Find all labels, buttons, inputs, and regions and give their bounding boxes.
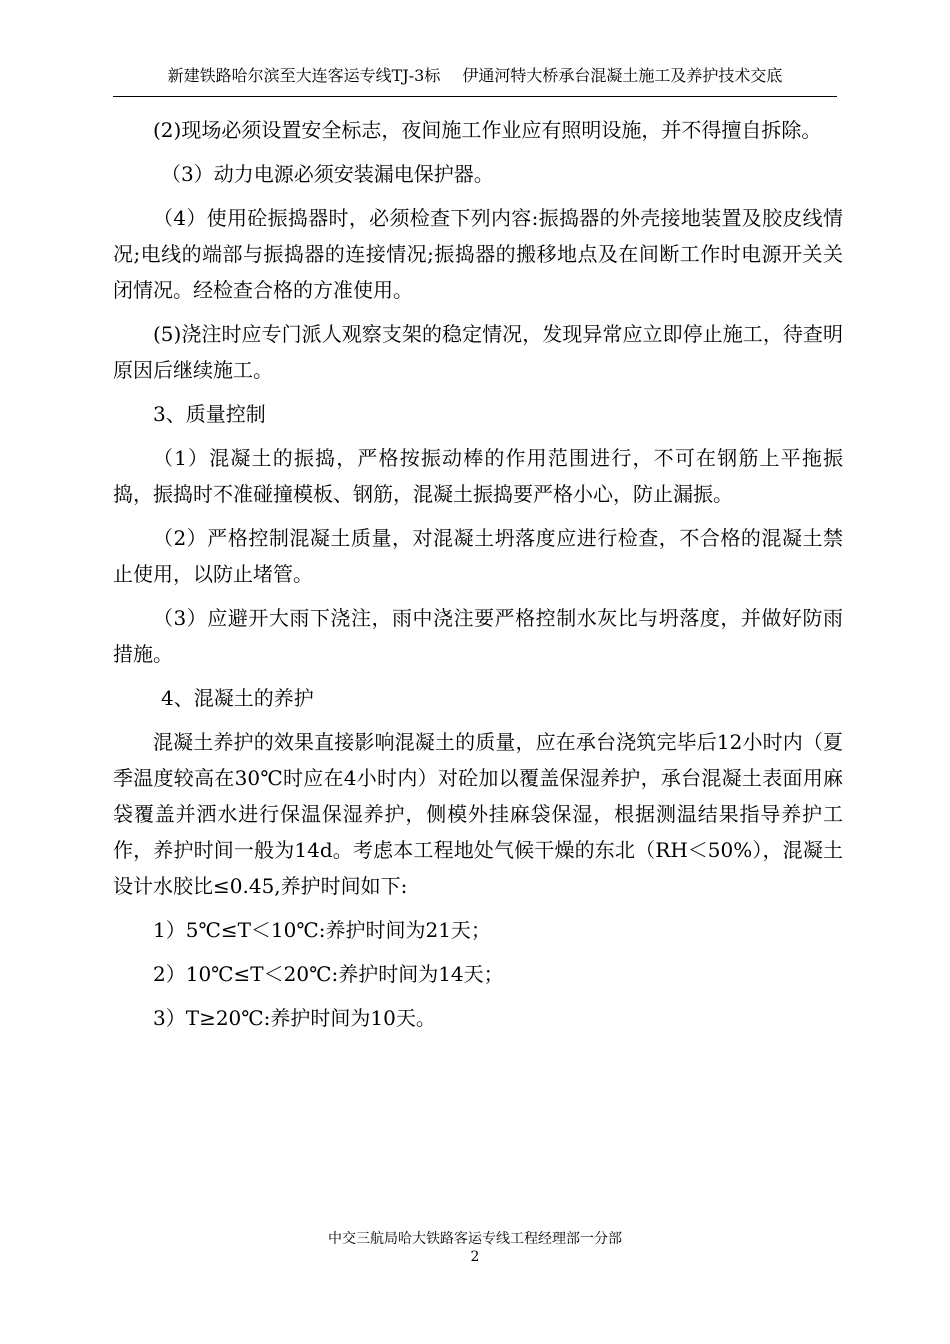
paragraph-curing-description: 混凝土养护的效果直接影响混凝土的质量，应在承台浇筑完毕后12小时内（夏季温度较高在30℃时应在4小时内）对砼加以覆盖保湿养护，承台混凝土表面用麻袋覆盖并洒水进行保温保湿养护，侧模外挂麻袋保湿，根据测温结果指导养护工作，养护时间一般为14d。考虑本工程地处气候干燥的东北（RH＜50%），混凝土设计水胶比≤0.45,养护时间如下: (113, 730, 843, 898)
curing-item-2: 2）10℃≤T＜20℃:养护时间为14天； (153, 962, 504, 986)
paragraph-slump-check: （2）严格控制混凝土质量，对混凝土坍落度应进行检查，不合格的混凝土禁止使用，以防止堵管。 (113, 526, 843, 586)
page-footer (0, 1230, 950, 1266)
page-number: 2 (470, 1249, 480, 1265)
document-body (113, 112, 843, 1036)
header-document-title: 伊通河特大桥承台混凝土施工及养护技术交底 (462, 66, 783, 85)
section-heading-quality-control: 3、质量控制 (153, 402, 266, 426)
header-project-title: 新建铁路哈尔滨至大连客运专线TJ-3标 (167, 66, 441, 85)
paragraph-rain-pouring: （3）应避开大雨下浇注，雨中浇注要严格控制水灰比与坍落度，并做好防雨措施。 (113, 606, 843, 666)
paragraph-safety-signs: (2)现场必须设置安全标志，夜间施工作业应有照明设施，并不得擅自拆除。 (153, 118, 822, 142)
header-divider (113, 96, 837, 97)
curing-item-3: 3）T≥20℃:养护时间为10天。 (153, 1006, 436, 1030)
paragraph-vibration: （1）混凝土的振捣，严格按振动棒的作用范围进行，不可在钢筋上平拖振捣，振捣时不准碰撞模板、钢筋，混凝土振捣要严格小心，防止漏振。 (113, 446, 843, 506)
page-header (0, 66, 950, 86)
paragraph-support-observation: (5)浇注时应专门派人观察支架的稳定情况，发现异常应立即停止施工，待查明原因后继续施工。 (113, 322, 843, 382)
paragraph-leakage-protector: （3）动力电源必须安装漏电保护器。 (161, 162, 494, 186)
footer-organization: 中交三航局哈大铁路客运专线工程经理部一分部 (328, 1231, 622, 1247)
paragraph-vibrator-check: （4）使用砼振捣器时，必须检查下列内容:振捣器的外壳接地装置及胶皮线情况;电线的端部与振捣器的连接情况;振捣器的搬移地点及在间断工作时电源开关关闭情况。经检查合格的方准使用。 (113, 206, 843, 302)
section-heading-curing: 4、混凝土的养护 (161, 686, 314, 710)
curing-item-1: 1）5℃≤T＜10℃:养护时间为21天； (153, 918, 491, 942)
